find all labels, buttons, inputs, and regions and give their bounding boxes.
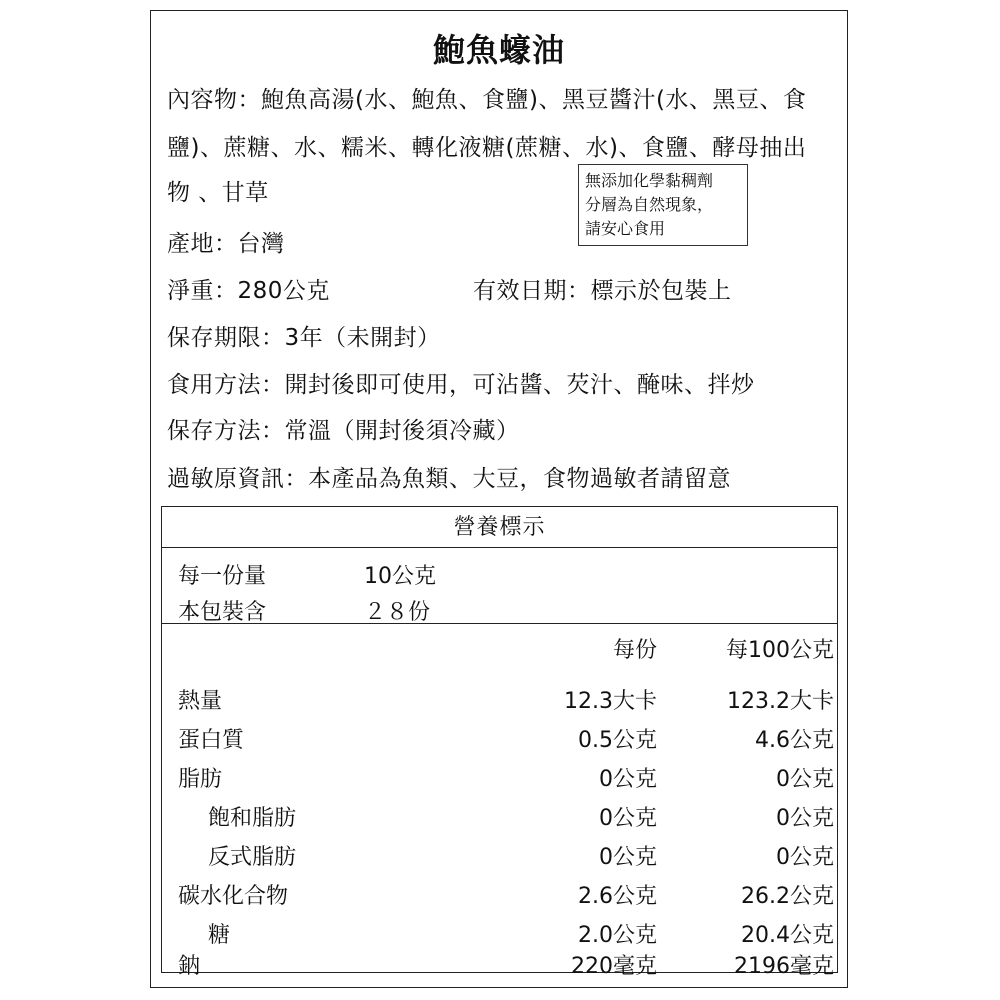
nutrient-name: 碳水化合物 — [178, 884, 289, 909]
nutrient-per-serving: 12.3大卡 — [564, 689, 657, 714]
usage-text: 食用方法：開封後即可使用，可沾醬、芡汁、醃味、拌炒 — [167, 372, 755, 398]
nutrient-name: 脂肪 — [178, 767, 223, 792]
col-per-serving-header: 每份 — [612, 638, 657, 663]
nutrient-per-100g: 0公克 — [776, 845, 834, 870]
notice-line-2: 分層為自然現象， — [585, 195, 714, 214]
nutrient-name: 蛋白質 — [178, 728, 245, 753]
nutrient-name: 熱量 — [178, 689, 223, 714]
expiry-text: 有效日期：標示於包裝上 — [473, 278, 732, 304]
ingredients-line-2: 鹽)、蔗糖、水、糯米、轉化液糖(蔗糖、水)、食鹽、酵母抽出 — [167, 135, 807, 161]
product-label — [150, 10, 848, 988]
ingredients-line-3: 物 、甘草 — [167, 180, 269, 206]
nutrient-per-100g: 4.6公克 — [755, 728, 834, 753]
nutrient-per-100g: 0公克 — [776, 806, 834, 831]
shelf-life-text: 保存期限：3年（未開封） — [167, 325, 441, 351]
nutrition-table — [161, 506, 838, 979]
servings-per-pack-label: 本包裝含 — [178, 600, 267, 625]
nutrient-per-serving: 0公克 — [599, 767, 657, 792]
nutrient-per-100g: 2196毫克 — [734, 954, 834, 979]
allergen-text: 過敏原資訊：本產品為魚類、大豆，食物過敏者請留意 — [167, 466, 731, 492]
nutrient-per-100g: 20.4公克 — [741, 923, 834, 948]
product-title: 鮑魚蠔油 — [432, 31, 565, 69]
notice-line-3: 請安心食用 — [585, 219, 666, 238]
nutrient-per-serving: 2.0公克 — [578, 923, 657, 948]
nutrient-per-serving: 220毫克 — [571, 954, 657, 979]
nutrient-per-serving: 2.6公克 — [578, 884, 657, 909]
nutrient-per-100g: 0公克 — [776, 767, 834, 792]
nutrient-name: 反式脂肪 — [208, 845, 297, 870]
ingredients-line-1: 內容物：鮑魚高湯(水、鮑魚、食鹽)、黑豆醬汁(水、黑豆、食 — [167, 87, 807, 113]
nutrient-per-serving: 0公克 — [599, 845, 657, 870]
nutrient-name: 飽和脂肪 — [208, 806, 297, 831]
nutrition-divider — [162, 623, 837, 624]
servings-per-pack-value: ２８份 — [364, 600, 431, 625]
nutrient-per-100g: 123.2大卡 — [727, 689, 834, 714]
nutrient-name: 鈉 — [178, 954, 201, 979]
nutrient-per-serving: 0.5公克 — [578, 728, 657, 753]
nutrition-heading: 營養標示 — [162, 507, 837, 548]
notice-box — [578, 164, 748, 246]
notice-line-1: 無添加化學黏稠劑 — [585, 171, 714, 190]
nutrient-per-serving: 0公克 — [599, 806, 657, 831]
origin-text: 產地：台灣 — [167, 231, 285, 257]
serving-size-value: 10公克 — [364, 564, 436, 589]
nutrient-per-100g: 26.2公克 — [741, 884, 834, 909]
col-per-100g-header: 每100公克 — [726, 638, 834, 663]
serving-size-label: 每一份量 — [178, 564, 267, 589]
net-weight-text: 淨重：280公克 — [167, 278, 330, 304]
storage-text: 保存方法：常溫（開封後須冷藏） — [167, 418, 520, 444]
nutrient-name: 糖 — [208, 923, 231, 948]
